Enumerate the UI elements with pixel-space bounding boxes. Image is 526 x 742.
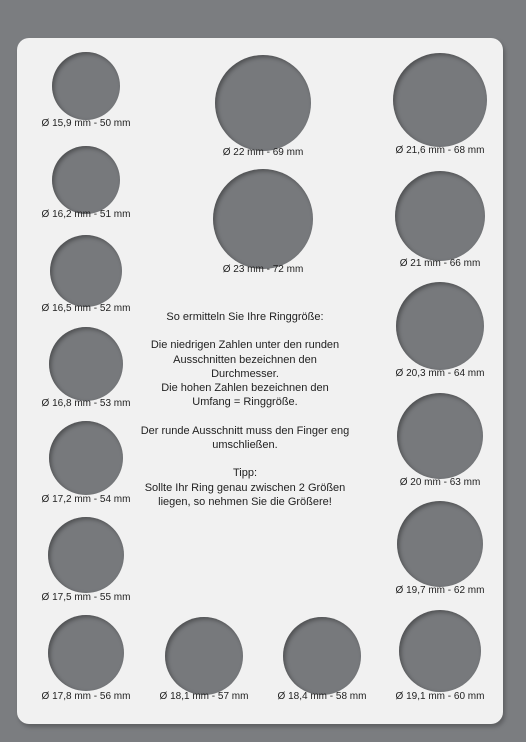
ring-size-label: Ø 17,5 mm - 55 mm — [41, 592, 131, 603]
ring-size-hole — [395, 171, 485, 261]
ring-size-hole — [397, 393, 483, 479]
tip-line: liegen, so nehmen Sie die Größere! — [158, 495, 332, 508]
ring-size-hole — [52, 146, 120, 214]
ring-size-hole — [50, 235, 122, 307]
ring-size-label: Ø 18,1 mm - 57 mm — [159, 691, 249, 702]
instructions-line: umschließen. — [212, 439, 278, 452]
instructions-line: Die hohen Zahlen bezeichnen den — [161, 382, 329, 395]
ring-size-label: Ø 23 mm - 72 mm — [222, 264, 304, 275]
tip-title: Tipp: — [232, 467, 258, 480]
ring-size-hole — [52, 52, 120, 120]
ring-size-label: Ø 16,5 mm - 52 mm — [41, 303, 131, 314]
ring-size-label: Ø 16,8 mm - 53 mm — [41, 398, 131, 409]
ring-size-label: Ø 20 mm - 63 mm — [399, 477, 481, 488]
ring-size-hole — [48, 615, 124, 691]
ring-size-label: Ø 18,4 mm - 58 mm — [277, 691, 367, 702]
ring-size-hole — [165, 617, 243, 695]
instructions-line: Die niedrigen Zahlen unter den runden — [150, 339, 340, 352]
tip-line: Sollte Ihr Ring genau zwischen 2 Größen — [144, 481, 346, 494]
ring-size-label: Ø 21,6 mm - 68 mm — [395, 145, 485, 156]
ring-size-hole — [283, 617, 361, 695]
instructions-text — [140, 310, 350, 523]
ring-size-hole — [397, 501, 483, 587]
ring-size-label: Ø 22 mm - 69 mm — [222, 147, 304, 158]
ring-size-label: Ø 15,9 mm - 50 mm — [41, 118, 131, 129]
instructions-line: Der runde Ausschnitt muss den Finger eng — [140, 424, 350, 437]
ring-size-hole — [396, 282, 484, 370]
ring-size-label: Ø 19,1 mm - 60 mm — [395, 691, 485, 702]
ring-size-label: Ø 21 mm - 66 mm — [399, 258, 481, 269]
ring-size-hole — [49, 327, 123, 401]
ring-size-label: Ø 20,3 mm - 64 mm — [395, 368, 485, 379]
instructions-line: Umfang = Ringgröße. — [192, 396, 298, 409]
ring-size-hole — [393, 53, 487, 147]
ring-size-hole — [215, 55, 311, 151]
ring-size-label: Ø 17,8 mm - 56 mm — [41, 691, 131, 702]
ring-size-hole — [399, 610, 481, 692]
ring-size-hole — [49, 421, 123, 495]
ring-size-label: Ø 19,7 mm - 62 mm — [395, 585, 485, 596]
instructions-heading: So ermitteln Sie Ihre Ringgröße: — [166, 311, 324, 323]
ring-size-hole — [48, 517, 124, 593]
ring-size-hole — [213, 169, 313, 269]
ring-size-label: Ø 17,2 mm - 54 mm — [41, 494, 131, 505]
ring-size-label: Ø 16,2 mm - 51 mm — [41, 209, 131, 220]
instructions-line: Ausschnitten bezeichnen den Durchmesser. — [173, 353, 317, 380]
